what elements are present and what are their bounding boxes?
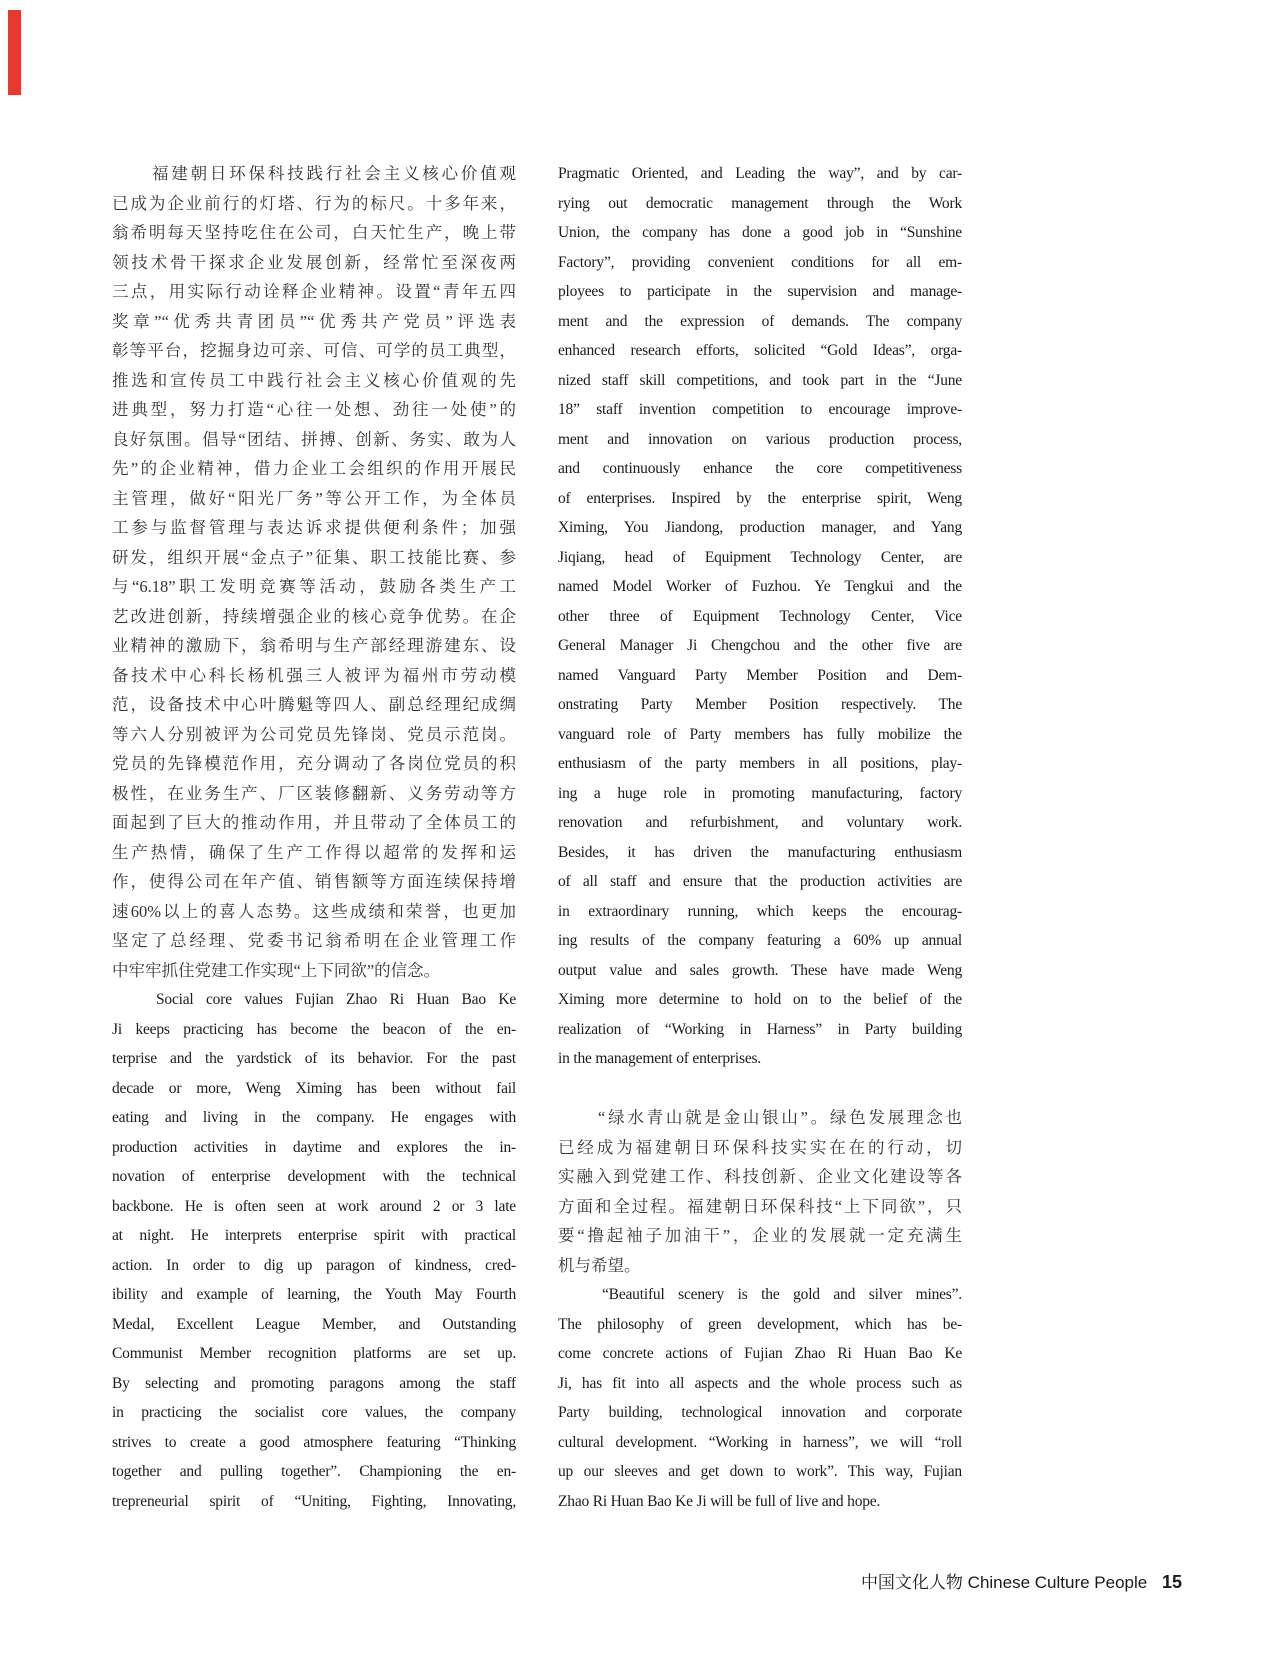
text-line: Zhao Ri Huan Bao Ke Ji will be full of live and hope. [558,1492,881,1510]
text-line: ing results of the company featuring a 60% up annual [558,932,962,949]
text-line: up our sleeves and get down to work”. This way, Fujian [558,1463,962,1480]
text-line: 领技术骨干探求企业发展创新，经常忙至深夜两 [112,252,516,272]
red-accent-bar [8,10,21,95]
text-line: realization of “Working in Harness” in Party building [558,1020,962,1038]
text-line: General Manager Ji Chengchou and the other five are [558,637,962,654]
text-line: nized staff skill competitions, and took part in the “June [558,371,962,389]
text-line: production activities in daytime and explores the in- [112,1138,516,1156]
text-line: trepreneurial spirit of “Uniting, Fighting, Innovating, [112,1492,516,1510]
text-line: ing a huge role in promoting manufacturing, factory [558,784,962,802]
text-line: “绿水青山就是金山银山”。绿色发展理念也 [598,1108,962,1127]
text-line: of enterprises. Inspired by the enterprise spirit, Weng [558,489,962,507]
text-line: Factory”, providing convenient conditions for all em- [558,253,962,271]
text-line: 翁希明每天坚持吃住在公司，白天忙生产，晚上带 [112,223,516,242]
text-line: 良好氛围。倡导“团结、拼搏、创新、务实、敢为人 [112,429,516,449]
text-line: 实融入到党建工作、科技创新、企业文化建设等各 [558,1167,962,1186]
text-line: 坚定了总经理、党委书记翁希明在企业管理工作 [112,931,516,950]
text-line: at night. He interprets enterprise spirit with practical [112,1227,516,1244]
text-line: Medal, Excellent League Member, and Outstanding [112,1315,516,1333]
text-line: 福建朝日环保科技践行社会主义核心价值观 [152,164,516,183]
magazine-title-en: Chinese Culture People [967,1573,1148,1592]
text-line: strives to create a good atmosphere featuring “Thinking [112,1433,516,1451]
text-line: 范，设备技术中心叶腾魁等四人、副总经理纪成绸 [112,695,516,714]
text-line: ment and innovation on various production process, [558,430,962,448]
text-line: 生产热情，确保了生产工作得以超常的发挥和运 [112,842,516,862]
text-line: 18” staff invention competition to encourage improve- [558,401,962,418]
text-line: named Model Worker of Fuzhou. Ye Tengkui and the [558,578,962,595]
text-line: 奖章”“优秀共青团员”“优秀共产党员”评选表 [112,311,516,331]
paragraph-en [558,159,962,1074]
text-line: eating and living in the company. He engages with [112,1109,516,1126]
text-line: Ximing, You Jiandong, production manager, and Yang [558,519,962,536]
text-line: 推选和宣传员工中践行社会主义核心价值观的先 [112,370,516,390]
text-line: Ji keeps practicing has become the beacon of the en- [112,1020,516,1038]
text-line: novation of enterprise development with the technical [112,1168,516,1185]
text-line: Social core values Fujian Zhao Ri Huan Bao Ke [156,991,516,1008]
text-line: 要“撸起袖子加油干”，企业的发展就一定充满生 [558,1226,962,1245]
text-line: cultural development. “Working in harness”, we will “roll [558,1433,962,1451]
text-line: Ximing more determine to hold on to the belief of the [558,991,962,1008]
text-line: in the management of enterprises. [558,1050,762,1067]
magazine-title-zh: 中国文化人物 [860,1573,963,1592]
text-line: 方面和全过程。福建朝日环保科技“上下同欲”，只 [558,1196,962,1216]
text-line: 主管理，做好“阳光厂务”等公开工作，为全体员 [112,488,516,508]
text-line: of all staff and ensure that the production activities are [558,873,962,890]
page-number: 15 [1161,1572,1182,1592]
text-line: 中牢牢抓住党建工作实现“上下同欲”的信念。 [112,960,441,980]
text-line: Union, the company has done a good job in “Sunshine [558,224,962,241]
text-line: ployees to participate in the supervision and manage- [558,283,962,300]
text-line: terprise and the yardstick of its behavior. For the past [112,1050,516,1067]
text-line: “Beautiful scenery is the gold and silver mines”. [602,1286,962,1303]
text-line: action. In order to dig up paragon of kindness, cred- [112,1256,516,1274]
text-line: 业精神的激励下，翁希明与生产部经理游建东、设 [112,636,516,655]
text-column-right [558,159,962,1516]
text-line: 机与希望。 [558,1255,641,1275]
paragraph-zh [558,1103,962,1280]
text-line: enhanced research efforts, solicited “Gold Ideas”, orga- [558,342,962,359]
text-line: other three of Equipment Technology Center, Vice [558,607,962,625]
text-line: 研发，组织开展“金点子”征集、职工技能比赛、参 [112,547,516,567]
text-line: 与“6.18”职工发明竞赛等活动，鼓励各类生产工 [112,577,516,596]
text-line: Besides, it has driven the manufacturing enthusiasm [558,843,962,861]
text-line: 党员的先锋模范作用，充分调动了各岗位党员的积 [112,754,516,773]
text-line: enthusiasm of the party members in all positions, play- [558,755,962,772]
text-column-left [112,159,516,1516]
paragraph-en [112,985,516,1516]
text-line: 已成为企业前行的灯塔、行为的标尺。十多年来， [112,193,516,213]
text-line: renovation and refurbishment, and voluntary work. [558,814,962,831]
text-line: come concrete actions of Fujian Zhao Ri Huan Bao Ke [558,1345,962,1362]
text-line: in extraordinary running, which keeps the encourag- [558,902,962,920]
text-line: 速60%以上的喜人态势。这些成绩和荣誉，也更加 [112,901,516,921]
text-line: 极性，在业务生产、厂区装修翻新、义务劳动等方 [112,783,516,803]
text-line: 艺改进创新，持续增强企业的核心竞争优势。在企 [112,606,516,626]
text-line: Party building, technological innovation and corporate [558,1404,962,1421]
text-line: The philosophy of green development, which has be- [558,1315,962,1333]
text-line: 面起到了巨大的推动作用，并且带动了全体员工的 [112,813,516,832]
text-line: ment and the expression of demands. The company [558,312,962,330]
text-line: 已经成为福建朝日环保科技实实在在的行动，切 [558,1137,962,1157]
text-line: vanguard role of Party members has fully mobilize the [558,725,962,743]
text-line: Communist Member recognition platforms are set up. [112,1345,516,1362]
text-line: 彰等平台，挖掘身边可亲、可信、可学的员工典型， [112,341,516,360]
text-line: ibility and example of learning, the Youth May Fourth [112,1286,516,1303]
text-line: 三点，用实际行动诠释企业精神。设置“青年五四 [112,282,516,301]
text-line: 工参与监督管理与表达诉求提供便利条件；加强 [112,518,516,537]
text-line: in practicing the socialist core values, the company [112,1404,516,1421]
text-line: 作，使得公司在年产值、销售额等方面连续保持增 [112,872,516,891]
text-line: 等六人分别被评为公司党员先锋岗、党员示范岗。 [112,724,516,744]
text-line: together and pulling together”. Championing the en- [112,1463,516,1480]
text-line: 备技术中心科长杨机强三人被评为福州市劳动模 [112,665,516,685]
text-line: 进典型，努力打造“心往一处想、劲往一处使”的 [112,400,516,419]
text-line: output value and sales growth. These have made Weng [558,961,962,979]
text-line: By selecting and promoting paragons among the staff [112,1374,516,1392]
text-line: onstrating Party Member Position respectively. The [558,696,962,713]
text-line: and continuously enhance the core competitiveness [558,460,962,477]
text-line: backbone. He is often seen at work around 2 or 3 late [112,1197,516,1215]
paragraph-en [558,1280,962,1516]
text-line: Ji, has fit into all aspects and the whole process such as [558,1374,962,1392]
text-line: 先”的企业精神，借力企业工会组织的作用开展民 [112,459,516,478]
text-line: rying out democratic management through the Work [558,194,962,212]
text-line: named Vanguard Party Member Position and Dem- [558,666,962,684]
text-line: decade or more, Weng Ximing has been without fail [112,1079,516,1097]
text-line: Pragmatic Oriented, and Leading the way”, and by car- [558,165,962,182]
paragraph-zh [112,159,516,985]
text-line: Jiqiang, head of Equipment Technology Center, are [558,548,962,566]
page-footer [0,1568,1182,1593]
